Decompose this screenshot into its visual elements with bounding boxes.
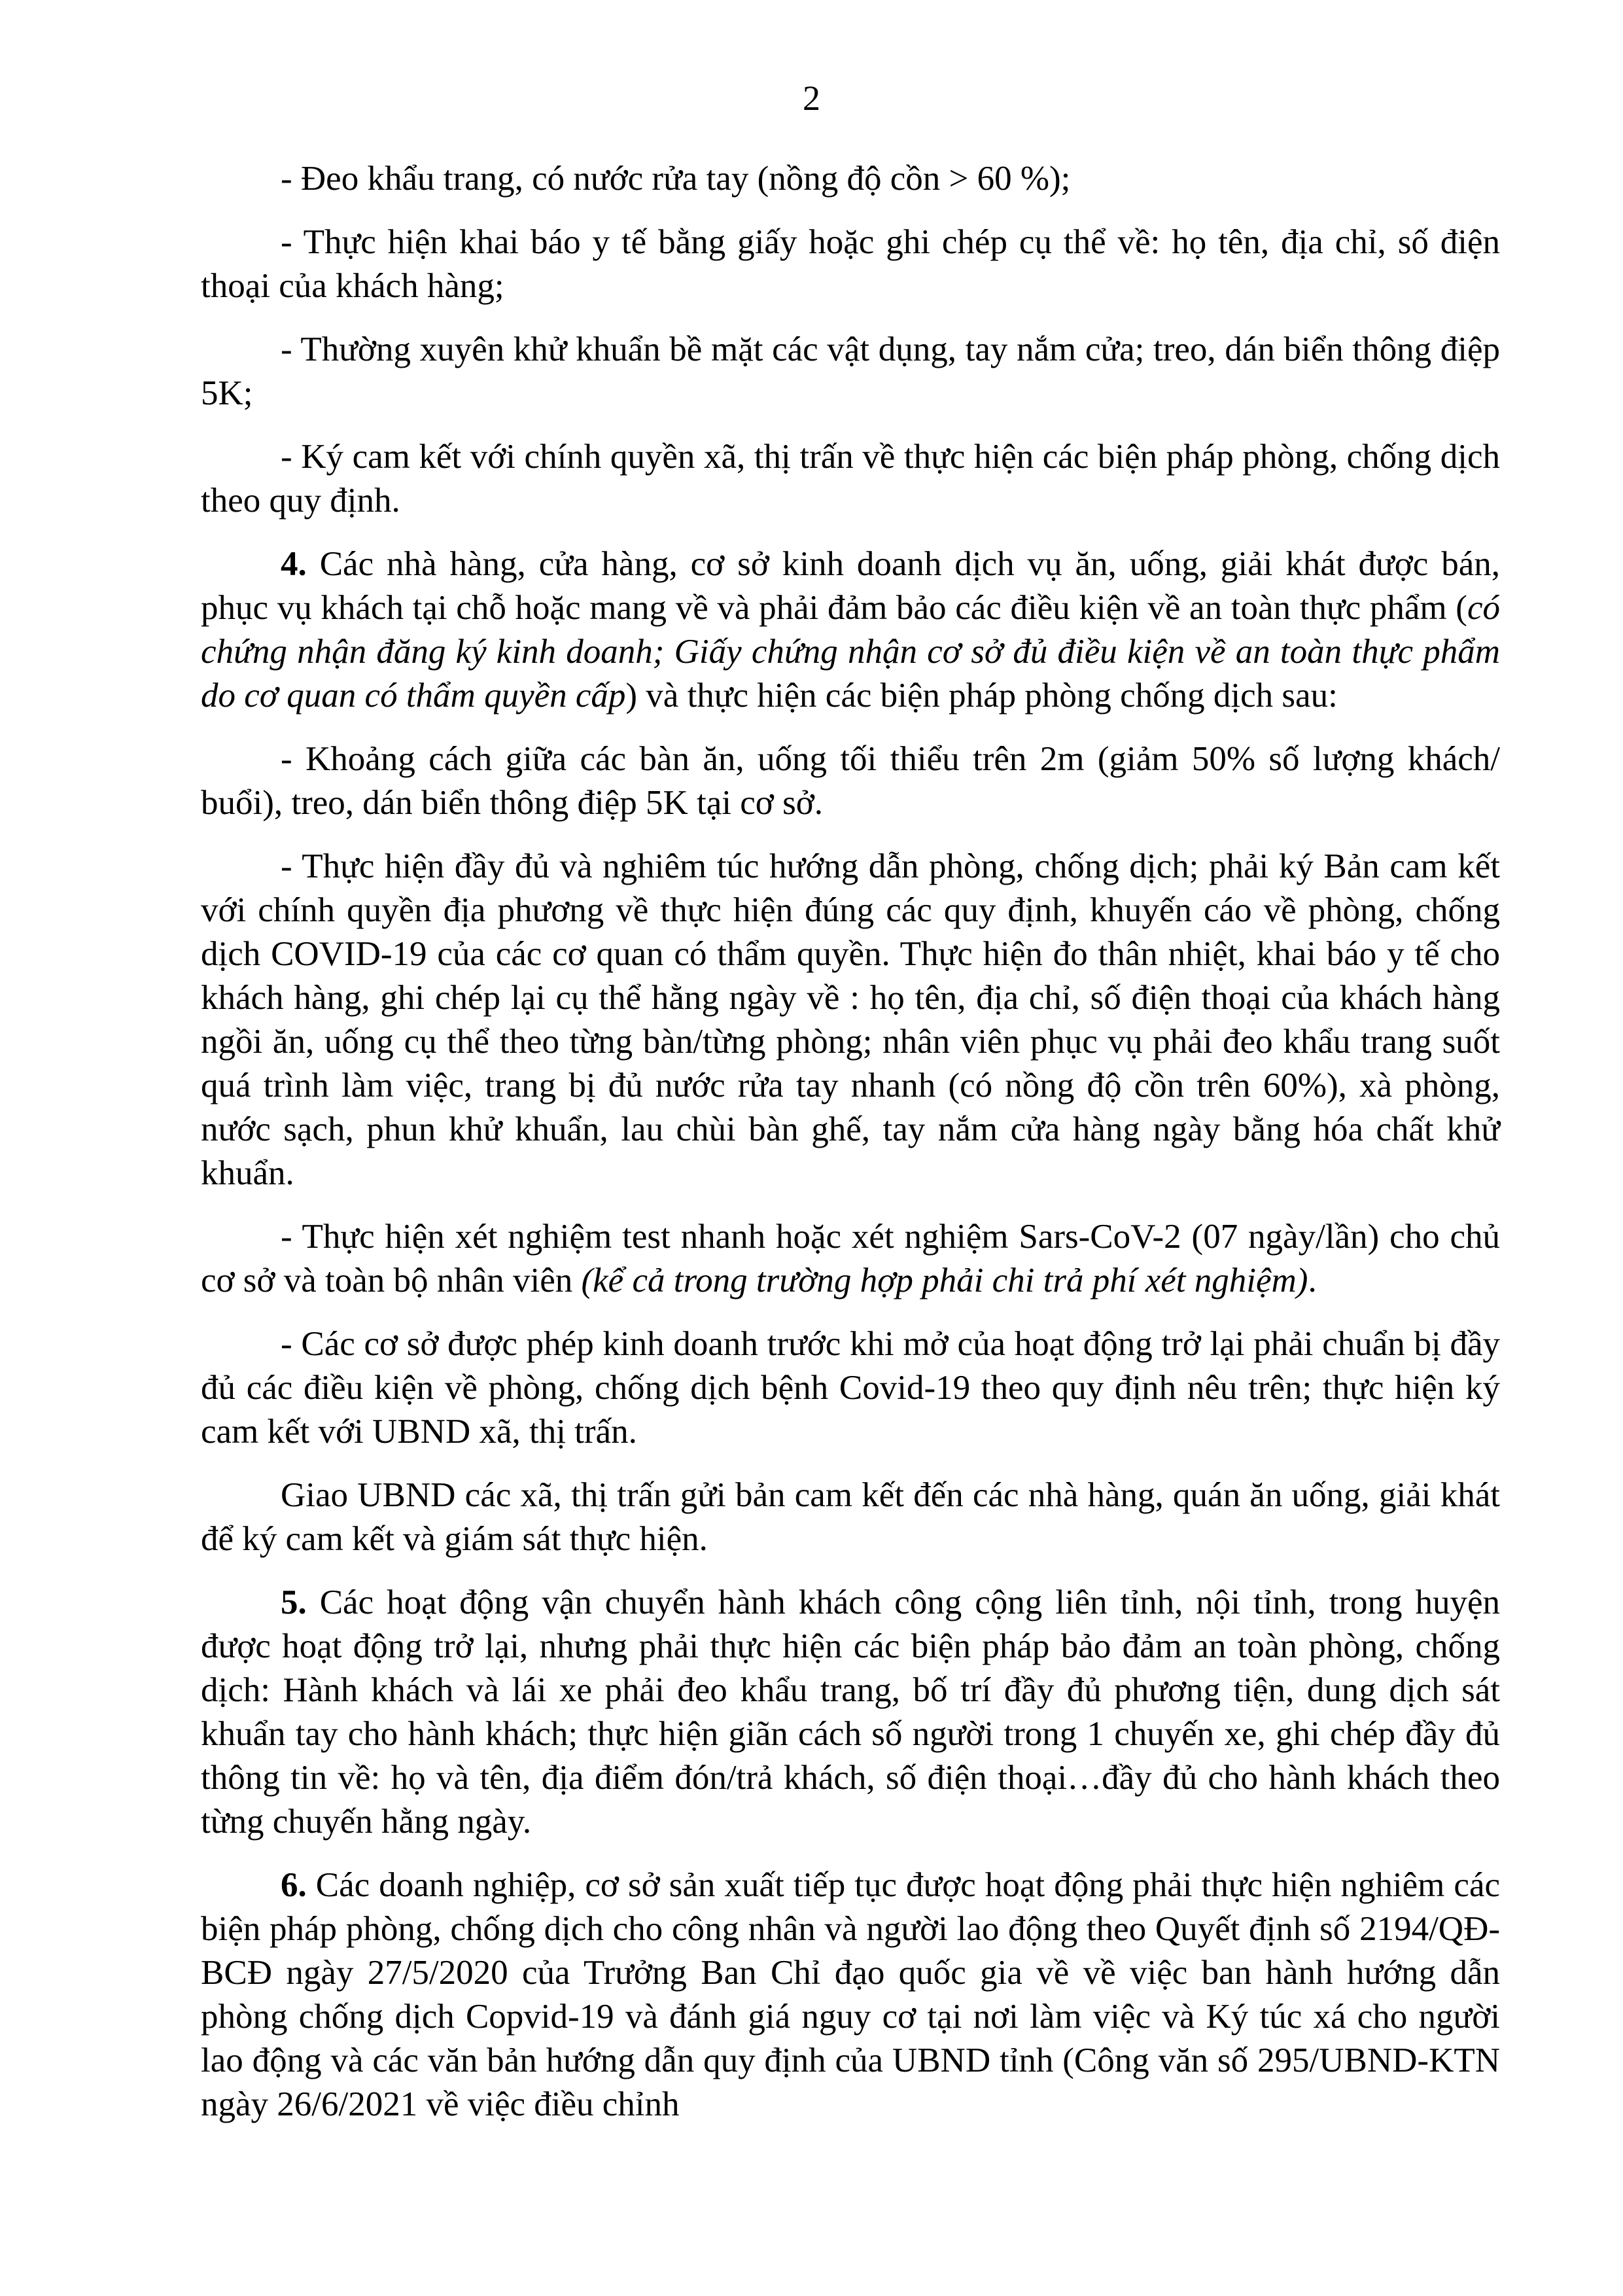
section-number: 6.	[281, 1866, 307, 1904]
paragraph-table-distance: - Khoảng cách giữa các bàn ăn, uống tối thiểu trên 2m (giảm 50% số lượng khách/ buổi), treo, dán biển thông điệp 5K tại cơ sở.	[201, 740, 1500, 822]
section-number: 5.	[281, 1583, 307, 1621]
paragraph-reopening: - Các cơ sở được phép kinh doanh trước khi mở của hoạt động trở lại phải chuẩn bị đầy đủ các điều kiện về phòng, chống dịch bệnh Covid-19 theo quy định nêu trên; thực hiện ký cam kết với UBND xã, thị trấn.	[201, 1325, 1500, 1451]
paragraph-testing: - Thực hiện xét nghiệm test nhanh hoặc xét nghiệm Sars-CoV-2 (07 ngày/lần) cho chủ cơ sở và toàn bộ nhân viên (kể cả trong trường hợp phải chi trả phí xét nghiệm).	[201, 1218, 1500, 1299]
paragraph-section-5: 5. Các hoạt động vận chuyển hành khách công cộng liên tỉnh, nội tỉnh, trong huyện được hoạt động trở lại, nhưng phải thực hiện các biện pháp bảo đảm an toàn phòng, chống dịch: Hành khách và lái xe phải đeo khẩu trang, bố trí đầy đủ phương tiện, dung dịch sát khuẩn tay cho hành khách; thực hiện giãn cách số người trong 1 chuyến xe, ghi chép đầy đủ thông tin về: họ và tên, địa điểm đón/trả khách, số điện thoại…đầy đủ cho hành khách theo từng chuyến hằng ngày.	[201, 1583, 1500, 1841]
document-body	[201, 157, 1500, 2146]
paragraph-section-6: 6. Các doanh nghiệp, cơ sở sản xuất tiếp tục được hoạt động phải thực hiện nghiêm các biện pháp phòng, chống dịch cho công nhân và người lao động theo Quyết định số 2194/QĐ-BCĐ ngày 27/5/2020 của Trưởng Ban Chỉ đạo quốc gia về về việc ban hành hướng dẫn phòng chống dịch Copvid-19 và đánh giá nguy cơ tại nơi làm việc và Ký túc xá cho người lao động và các văn bản hướng dẫn quy định của UBND tỉnh (Công văn số 295/UBND-KTN ngày 26/6/2021 về việc điều chỉnh	[201, 1866, 1500, 2123]
paragraph-section-4: 4. Các nhà hàng, cửa hàng, cơ sở kinh doanh dịch vụ ăn, uống, giải khát được bán, phục vụ khách tại chỗ hoặc mang về và phải đảm bảo các điều kiện về an toàn thực phẩm (có chứng nhận đăng ký kinh doanh; Giấy chứng nhận cơ sở đủ điều kiện về an toàn thực phẩm do cơ quan có thẩm quyền cấp) và thực hiện các biện pháp phòng chống dịch sau:	[201, 545, 1500, 715]
paragraph-assignment: Giao UBND các xã, thị trấn gửi bản cam kết đến các nhà hàng, quán ăn uống, giải khát để ký cam kết và giám sát thực hiện.	[201, 1476, 1500, 1558]
paragraph-commitment: - Ký cam kết với chính quyền xã, thị trấn về thực hiện các biện pháp phòng, chống dịch theo quy định.	[201, 438, 1500, 520]
paragraph-health-declaration: - Thực hiện khai báo y tế bằng giấy hoặc ghi chép cụ thể về: họ tên, địa chỉ, số điện thoại của khách hàng;	[201, 223, 1500, 305]
paragraph-full-guidance: - Thực hiện đầy đủ và nghiêm túc hướng dẫn phòng, chống dịch; phải ký Bản cam kết với chính quyền địa phương về thực hiện đúng các quy định, khuyến cáo về phòng, chống dịch COVID-19 của các cơ quan có thẩm quyền. Thực hiện đo thân nhiệt, khai báo y tế cho khách hàng, ghi chép lại cụ thể hằng ngày về : họ tên, địa chỉ, số điện thoại của khách hàng ngồi ăn, uống cụ thể theo từng bàn/từng phòng; nhân viên phục vụ phải đeo khẩu trang suốt quá trình làm việc, trang bị đủ nước rửa tay nhanh (có nồng độ cồn trên 60%), xà phòng, nước sạch, phun khử khuẩn, lau chùi bàn ghế, tay nắm cửa hàng ngày bằng hóa chất khử khuẩn.	[201, 847, 1500, 1192]
page-number: 2	[803, 79, 820, 118]
section-number: 4.	[281, 545, 307, 583]
paragraph-disinfection: - Thường xuyên khử khuẩn bề mặt các vật dụng, tay nắm cửa; treo, dán biển thông điệp 5K;	[201, 330, 1500, 412]
paragraph-mask: - Đeo khẩu trang, có nước rửa tay (nồng độ cồn > 60 %);	[281, 160, 1071, 198]
